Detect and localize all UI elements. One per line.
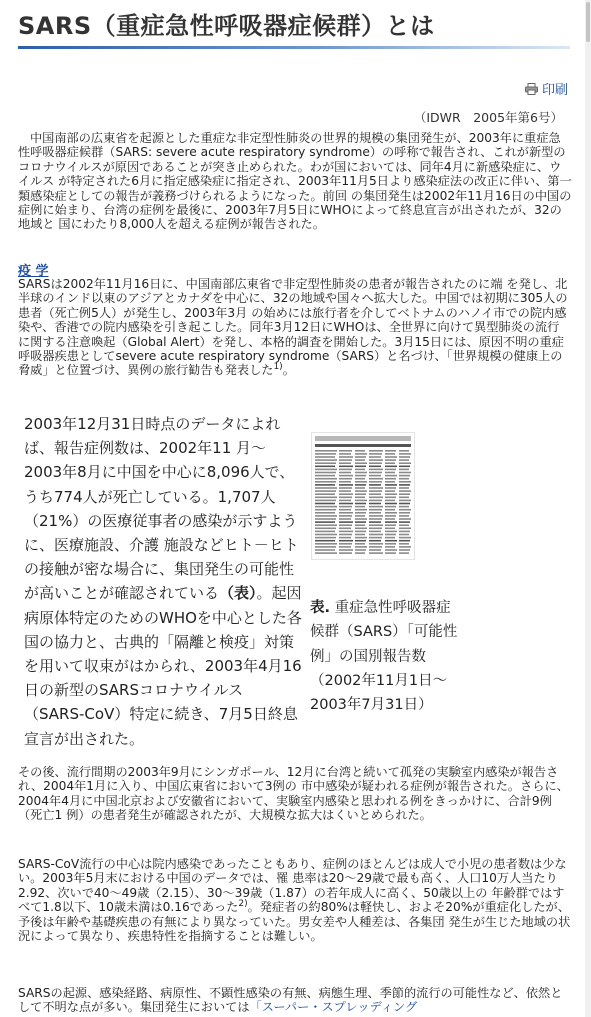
thumbnail-cell [355, 531, 366, 533]
thumbnail-cell [315, 524, 337, 526]
thumbnail-cell [315, 487, 337, 489]
thumbnail-cell [399, 509, 411, 511]
thumbnail-cell [369, 537, 382, 539]
paragraph-end: 。 [282, 363, 295, 378]
epidemiology-paragraph-4 [18, 986, 572, 1015]
thumbnail-cell [385, 543, 396, 545]
thumbnail-cell [315, 512, 335, 514]
thumbnail-cell [385, 493, 397, 495]
thumbnail-cell [369, 469, 383, 471]
thumbnail-cell [399, 481, 411, 483]
thumbnail-cell [315, 466, 335, 468]
thumbnail-cell [315, 478, 337, 480]
thumbnail-cell [385, 537, 395, 539]
thumbnail-cell [369, 453, 382, 455]
thumbnail-cell [399, 546, 411, 548]
thumbnail-cell [355, 472, 367, 474]
thumbnail-cell [399, 475, 410, 477]
thumbnail-cell [385, 472, 395, 474]
thumbnail-cell [399, 534, 409, 536]
thumbnail-cell [385, 509, 395, 511]
thumbnail-cell [339, 497, 352, 499]
thumbnail-cell [339, 515, 352, 517]
thumbnail-cell [369, 481, 382, 483]
thumbnail-cell [385, 531, 397, 533]
intro-paragraph: 中国南部の広東省を起源とした重症な非定型性肺炎の世界的規模の集団発生が、2003年に重症急性呼吸器症候群（SARS: severe acute respiratory syndrome）の呼称で報告され、これが新型のコロナウイルスが原因であることが突き止められた。わが国においては、同年4月に新感染症に、ウイルス が特定された6月に指定感染症に指定され、2003年11月5日より感染症法の改正に伴い、第一類感染症としての報告が義務づけられるようになった。前回 の集団発生は2002年11月16日の中国の症例に始まり、台湾の症例を最後に、2003年7月5日にWHOによって終息宣言が出されたが、32の地域と 国にわたり8,000人を超える症例が報告された。 [18, 131, 572, 232]
paragraph-text-continued: 。起因病原体特定のためのWHOを中心とした各国の協力と、古典的「隔離と検疫」対策を用いて収束がはかられ、2003年4月16日の新型のSARSコロナウイルス（SARS-CoV）特定に続き、7月5日終息宣言が出された。 [24, 584, 302, 748]
thumbnail-cell [369, 521, 381, 523]
thumbnail-cell [355, 462, 367, 464]
thumbnail-cell [355, 537, 367, 539]
paragraph-text: SARSの起源、感染経路、病原性、不顕性感染の有無、病態生理、季節的流行の可能性など、依然として不明な点が多い。集団発生においては [18, 986, 563, 1015]
thumbnail-cell [339, 506, 352, 508]
thumbnail-cell [399, 497, 409, 499]
thumbnail-cell [339, 459, 352, 461]
thumbnail-cell [369, 472, 382, 474]
thumbnail-cell [355, 450, 365, 452]
thumbnail-cell [399, 521, 410, 523]
thumbnail-cell [339, 478, 352, 480]
thumbnail-cell [339, 484, 353, 486]
thumbnail-cell [339, 472, 351, 474]
thumbnail-cell [355, 490, 367, 492]
thumbnail-cell [369, 531, 381, 533]
caption-text: 重症急性呼吸器症候群（SARS）「可能性例」の国別報告数 （2002年11月1日～2003年7月31日） [310, 600, 458, 714]
thumbnail-cell [315, 459, 337, 461]
thumbnail-cell [369, 540, 381, 542]
thumbnail-cell [385, 524, 396, 526]
vertical-scrollbar[interactable] [585, 0, 591, 1017]
super-spreading-link[interactable]: 「スーパー・スプレッディング [249, 1000, 418, 1015]
thumbnail-cell [385, 528, 395, 530]
thumbnail-cell [369, 549, 381, 551]
thumbnail-cell [399, 472, 411, 474]
thumbnail-cell [339, 543, 352, 545]
thumbnail-cell [399, 450, 409, 452]
thumbnail-cell [315, 475, 335, 477]
thumbnail-cell [315, 549, 335, 551]
thumbnail-cell [339, 481, 351, 483]
thumbnail-cell [399, 487, 409, 489]
thumbnail-cell [355, 543, 365, 545]
title-divider [18, 46, 570, 49]
thumbnail-cell [315, 497, 337, 499]
thumbnail-cell [385, 484, 397, 486]
thumbnail-cell [315, 503, 335, 505]
thumbnail-cell [399, 524, 409, 526]
table-reference: （表） [219, 584, 257, 603]
thumbnail-cell [399, 469, 409, 471]
thumbnail-cell [339, 490, 351, 492]
case-summary-paragraph [24, 412, 302, 751]
scrollbar-thumb[interactable] [586, 2, 590, 42]
thumbnail-cell [355, 552, 365, 554]
thumbnail-cell [369, 528, 382, 530]
thumbnail-cell [355, 512, 366, 514]
thumbnail-cell [339, 503, 353, 505]
thumbnail-cell [369, 552, 383, 554]
thumbnail-cell [355, 524, 365, 526]
thumbnail-cell [315, 543, 337, 545]
thumbnail-cell [369, 518, 382, 520]
thumbnail-column-header [315, 444, 411, 447]
thumbnail-cell [339, 528, 351, 530]
thumbnail-cell [385, 500, 395, 502]
thumbnail-cell [355, 481, 367, 483]
thumbnail-cell [339, 456, 353, 458]
thumbnail-cell [399, 459, 409, 461]
thumbnail-cell [315, 469, 337, 471]
print-link[interactable] [525, 79, 568, 98]
thumbnail-cell [399, 528, 411, 530]
thumbnail-cell [315, 472, 336, 474]
thumbnail-cell [315, 500, 336, 502]
thumbnail-cell [339, 469, 352, 471]
thumbnail-cell [355, 466, 366, 468]
table-thumbnail[interactable] [311, 432, 415, 560]
thumbnail-cell [315, 537, 336, 539]
thumbnail-cell [385, 475, 397, 477]
thumbnail-cell [355, 528, 367, 530]
thumbnail-cell [369, 484, 381, 486]
thumbnail-header-line [315, 436, 411, 441]
thumbnail-cell [339, 500, 351, 502]
thumbnail-cell [315, 490, 336, 492]
thumbnail-cell [315, 528, 336, 530]
thumbnail-cell [385, 453, 395, 455]
print-label: 印刷 [541, 83, 568, 98]
thumbnail-cell [339, 531, 353, 533]
thumbnail-cell [355, 518, 367, 520]
thumbnail-cell [315, 534, 337, 536]
thumbnail-cell [385, 478, 396, 480]
thumbnail-cell [339, 552, 352, 554]
thumbnail-cell [315, 518, 336, 520]
thumbnail-cell [315, 546, 336, 548]
paragraph-text: 2003年12月31日時点のデータによれば、報告症例数は、2002年11 月～2003年8月に中国を中心に8,096人で、うち774人が死亡している。1,707人（21%）の医療従事者の感染が示すように、医療施設、介護 施設などヒト－ヒトの接触が密な場合に、集団発生の可能性が高いことが確認されている [24, 415, 299, 603]
thumbnail-cell [385, 521, 397, 523]
thumbnail-cell [315, 540, 335, 542]
thumbnail-cell [339, 512, 353, 514]
thumbnail-cell [399, 484, 410, 486]
thumbnail-cell [369, 459, 383, 461]
thumbnail-cell [399, 506, 409, 508]
thumbnail-cell [315, 450, 337, 452]
thumbnail-cell [385, 469, 396, 471]
thumbnail-cell [355, 456, 366, 458]
thumbnail-cell [355, 515, 365, 517]
thumbnail-cell [355, 469, 365, 471]
thumbnail-cell [315, 531, 335, 533]
thumbnail-cell [369, 487, 383, 489]
thumbnail-cell [339, 534, 352, 536]
thumbnail-cell [399, 466, 410, 468]
thumbnail-cell [399, 493, 410, 495]
thumbnail-cell [385, 518, 395, 520]
thumbnail-cell [339, 450, 352, 452]
section-heading-epidemiology: 疫 学 [18, 264, 49, 279]
thumbnail-cell [399, 453, 411, 455]
thumbnail-cell [385, 462, 395, 464]
thumbnail-cell [385, 450, 396, 452]
epidemiology-paragraph-2: その後、流行間期の2003年9月にシンガポール、12月に台湾と続いて孤発の実験室内感染が報告され、2004年1月に入り、中国広東省において3例の 市中感染が疑われる症例が報告された。さらに、2004年4月に中国北京および安徽省において、実験室内感染と思われる例をきっかけに、合計9例（死亡1 例）の患者発生が確認されたが、大規模な拡大はくいとめられた。 [18, 765, 569, 823]
thumbnail-cell [315, 506, 337, 508]
reference-1[interactable]: 1) [273, 362, 283, 373]
thumbnail-cell [315, 493, 335, 495]
thumbnail-cell [385, 534, 396, 536]
thumbnail-cell [339, 466, 353, 468]
thumbnail-cell [369, 546, 382, 548]
thumbnail-cell [355, 549, 366, 551]
thumbnail-cell [399, 537, 411, 539]
thumbnail-cell [355, 509, 367, 511]
thumbnail-cell [355, 534, 365, 536]
thumbnail-cell [315, 552, 337, 554]
thumbnail-cell [399, 462, 411, 464]
thumbnail-cell [369, 534, 383, 536]
thumbnail-cell [339, 475, 353, 477]
thumbnail-cell [385, 506, 396, 508]
thumbnail-cell [399, 531, 410, 533]
thumbnail-cell [355, 503, 366, 505]
thumbnail-cell [369, 512, 381, 514]
thumbnail-cell [369, 462, 382, 464]
thumbnail-cell [339, 521, 353, 523]
paragraph-text-continued: 。発症者の約80%は軽快し、およそ20%が重症化したが、予後は年齢や基礎疾患の有無により異なっていた。男女差や人種差は、各集団 発生が生じた地域の状況によって異なり、疾患特性を指摘することは難しい。 [18, 900, 571, 944]
thumbnail-cell [315, 521, 335, 523]
thumbnail-cell [369, 509, 382, 511]
thumbnail-cell [315, 509, 336, 511]
thumbnail-cell [355, 546, 367, 548]
thumbnail-cell [369, 478, 383, 480]
thumbnail-cell [399, 490, 411, 492]
thumbnail-cell [385, 456, 397, 458]
thumbnail-cell [385, 512, 397, 514]
thumbnail-cell [369, 500, 382, 502]
thumbnail-cell [369, 524, 383, 526]
thumbnail-cell [369, 543, 383, 545]
thumbnail-cell [339, 540, 353, 542]
thumbnail-cell [399, 515, 409, 517]
thumbnail-cell [339, 524, 352, 526]
thumbnail-cell [399, 518, 411, 520]
thumbnail-cell [355, 506, 365, 508]
thumbnail-cell [315, 484, 335, 486]
thumbnail-cell [339, 493, 353, 495]
issue-citation: （IDWR 2005年第6号） [413, 110, 563, 125]
thumbnail-cell [385, 481, 395, 483]
thumbnail-cell [369, 497, 383, 499]
thumbnail-cell [399, 478, 409, 480]
paragraph-text: SARSは2002年11月16日に、中国南部広東省で非定型性肺炎の患者が報告されたのに端 を発し、北半球のインド以東のアジアとカナダを中心に、32の地域や国々へ拡大した。中国では初期に305人の患者（死亡例5人）が発生し、2003年3月 の始めには旅行者を介してベトナムのハノイ市での院内感染や、香港での院内感染を引き起こした。同年3月12日にWHOは、全世界に向けて異型肺炎の流行 に関する注意喚起（Global Alert）を発し、本格的調査を開始した。3月15日には、原因不明の重症呼吸器疾患としてsevere acute respiratory syndrome（SARS）と名づけ、「世界規模の健康上の脅威」と位置づけ、異例の旅行勧告も発表した [18, 277, 568, 378]
thumbnail-cell [355, 478, 365, 480]
thumbnail-cell [369, 506, 383, 508]
thumbnail-cell [339, 462, 351, 464]
thumbnail-cell [315, 456, 335, 458]
thumbnail-cell [385, 552, 396, 554]
thumbnail-cell [355, 453, 367, 455]
thumbnail-cell [339, 453, 351, 455]
thumbnail-cell [339, 487, 352, 489]
epidemiology-paragraph-1 [18, 277, 572, 378]
thumbnail-cell [399, 500, 411, 502]
thumbnail-cell [399, 540, 410, 542]
thumbnail-cell [399, 552, 409, 554]
thumbnail-cell [339, 509, 351, 511]
thumbnail-cell [355, 497, 365, 499]
thumbnail-cell [385, 549, 397, 551]
thumbnail-cell [399, 456, 410, 458]
thumbnail-cell [385, 487, 396, 489]
paragraph-text: SARS-CoV流行の中心は院内感染であったこともあり、症例のほとんどは成人で小児の患者数は少ない。2003年5月末における中国のデータでは、罹 患率は20～29歳で最も高く、人口10万人当たり2.92、次いで40～49歳（2.15）、30～39歳（1.87）の若年成人に高く、50歳以上の 年齢群ではすべて1.8以下、10歳未満は0.16であった [18, 857, 567, 915]
thumbnail-cell [315, 515, 337, 517]
thumbnail-cell [385, 459, 396, 461]
thumbnail-cell [385, 503, 397, 505]
printer-icon [525, 83, 538, 95]
thumbnail-cell [385, 540, 397, 542]
thumbnail-cell [339, 546, 351, 548]
thumbnail-cell [355, 521, 366, 523]
reference-2[interactable]: 2) [238, 899, 248, 910]
thumbnail-cell [385, 490, 395, 492]
thumbnail-cell [315, 453, 336, 455]
thumbnail-cell [339, 537, 351, 539]
thumbnail-cell [399, 512, 410, 514]
thumbnail-cell [369, 490, 382, 492]
thumbnail-cell [385, 497, 396, 499]
thumbnail-cell [369, 475, 381, 477]
thumbnail-cell [369, 450, 383, 452]
thumbnail-cell [355, 484, 366, 486]
thumbnail-cell [385, 466, 397, 468]
thumbnail-cell [369, 515, 383, 517]
thumbnail-cell [355, 475, 366, 477]
epidemiology-paragraph-3 [18, 857, 572, 943]
thumbnail-cell [399, 543, 409, 545]
caption-label: 表. [310, 600, 331, 616]
thumbnail-cell [369, 493, 381, 495]
thumbnail-cell [315, 481, 336, 483]
thumbnail-cell [355, 540, 366, 542]
thumbnail-cell [355, 500, 367, 502]
thumbnail-cell [339, 518, 351, 520]
page-title: SARS（重症急性呼吸器症候群）とは [18, 12, 435, 40]
thumbnail-cell [315, 462, 336, 464]
thumbnail-cell [399, 549, 410, 551]
thumbnail-cell [355, 493, 366, 495]
thumbnail-cell [355, 487, 365, 489]
thumbnail-cell [369, 456, 381, 458]
thumbnail-cell [399, 503, 410, 505]
thumbnail-cell [369, 503, 381, 505]
thumbnail-cell [355, 459, 365, 461]
thumbnail-cell [385, 515, 396, 517]
thumbnail-cell [339, 549, 353, 551]
table-caption [310, 596, 460, 717]
thumbnail-cell [369, 466, 381, 468]
thumbnail-cell [385, 546, 395, 548]
